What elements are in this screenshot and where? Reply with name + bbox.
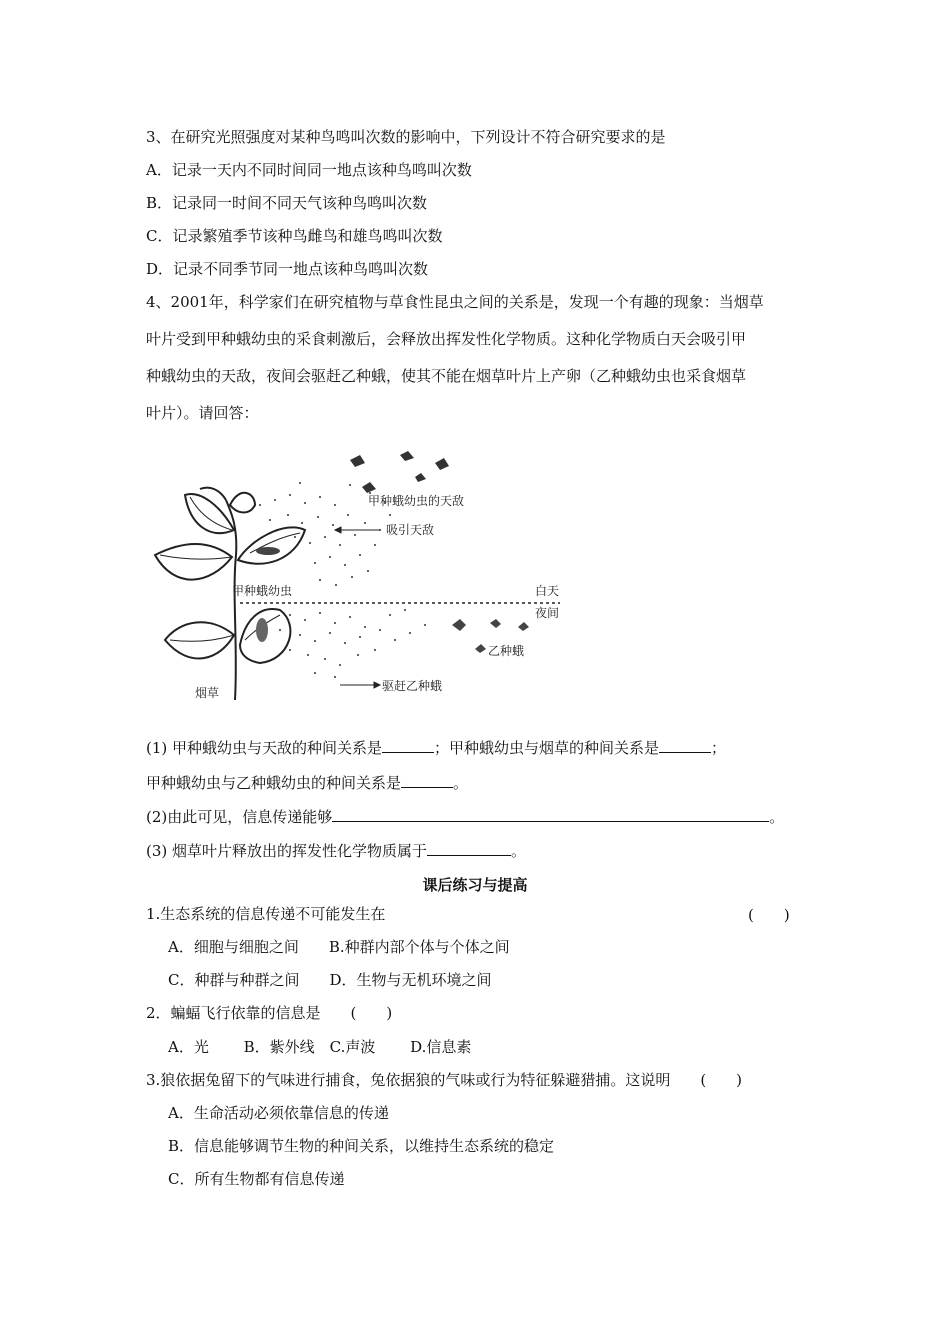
label-moth-b: 乙种蛾: [488, 644, 525, 658]
q4-sub1-e: 。: [453, 774, 469, 792]
label-repel: 驱赶乙种蛾: [382, 679, 443, 693]
q4-sub1-b: ；甲种蛾幼虫与烟草的种间关系是: [434, 739, 660, 757]
blank-1[interactable]: [382, 737, 434, 753]
larva-lower: [256, 618, 268, 642]
label-tobacco: 烟草: [195, 686, 220, 700]
q4-line-3: 种蛾幼虫的天敌，夜间会驱赶乙种蛾，使其不能在烟草叶片上产卵（乙种蛾幼虫也采食烟草: [146, 367, 747, 385]
q4-sub2-a: (2)由此可见，信息传递能够: [146, 808, 333, 826]
label-attract: 吸引天敌: [386, 523, 435, 537]
label-night: 夜间: [535, 606, 560, 620]
ex3-option-b: B．信息能够调节生物的种间关系，以维持生态系统的稳定: [168, 1137, 555, 1155]
label-larva: 甲种蛾幼虫: [232, 584, 293, 598]
q4-sub3-b: 。: [511, 842, 527, 860]
ex1-options-row1: A．细胞与细胞之间 B.种群内部个体与个体之间: [168, 938, 510, 956]
q4-sub1-c: ；: [711, 739, 727, 757]
natural-enemies: [350, 451, 449, 493]
ex2-options-row1: A．光 B．紫外线 C.声波 D.信息素: [168, 1038, 472, 1056]
ex1-options-row2: C．种群与种群之间 D．生物与无机环境之间: [168, 971, 492, 989]
leaf-right-upper: [238, 527, 305, 563]
larva-upper: [256, 547, 280, 555]
label-enemy: 甲种蛾幼虫的天敌: [368, 494, 465, 508]
leaf-left-middle: [155, 544, 232, 580]
ex3-option-c: C．所有生物都有信息传递: [168, 1170, 345, 1188]
ex1-answer-paren: ( ): [748, 906, 790, 924]
ex2-stem: 2．蝙蝠飞行依靠的信息是 ( ): [146, 1004, 393, 1022]
q4-sub1-d: 甲种蛾幼虫与乙种蛾幼虫的种间关系是: [146, 774, 402, 792]
label-day: 白天: [535, 584, 560, 598]
q3-option-d: D．记录不同季节同一地点该种鸟鸣叫次数: [146, 260, 429, 278]
ex1-stem: 1.生态系统的信息传递不可能发生在: [146, 905, 386, 923]
q3-option-c: C．记录繁殖季节该种鸟雌鸟和雄鸟鸣叫次数: [146, 227, 443, 245]
ex3-option-a: A．生命活动必须依靠信息的传递: [168, 1104, 389, 1122]
q4-line-1: 4、2001年，科学家们在研究植物与草食性昆虫之间的关系是，发现一个有趣的现象：当烟草: [146, 293, 764, 311]
q4-sub2: [146, 806, 784, 827]
blank-5[interactable]: [427, 840, 511, 856]
q4-sub1-line2: [146, 772, 468, 793]
blank-3[interactable]: [401, 772, 453, 788]
section-title: 课后练习与提高: [422, 876, 528, 894]
q4-line-4: 叶片）。请回答：: [146, 404, 259, 422]
q3-stem: 3、在研究光照强度对某种鸟鸣叫次数的影响中，下列设计不符合研究要求的是: [146, 128, 666, 146]
q4-sub1-line1: [146, 737, 726, 758]
leaf-top-small: [230, 493, 255, 513]
blank-4[interactable]: [332, 806, 769, 822]
q3-option-b: B．记录同一时间不同天气该种鸟鸣叫次数: [146, 194, 428, 212]
q4-sub1-a: (1) 甲种蛾幼虫与天敌的种间关系是: [146, 739, 383, 757]
q4-sub3-a: (3) 烟草叶片释放出的挥发性化学物质属于: [146, 842, 428, 860]
blank-2[interactable]: [659, 737, 711, 753]
ex3-stem: 3.狼依据兔留下的气味进行捕食，兔依据狼的气味或行为特征躲避猎捕。这说明 ( ): [146, 1071, 743, 1089]
q3-option-a: A．记录一天内不同时间同一地点该种鸟鸣叫次数: [146, 161, 472, 179]
tobacco-figure: [140, 445, 600, 710]
q4-line-2: 叶片受到甲种蛾幼虫的采食刺激后，会释放出挥发性化学物质。这种化学物质白天会吸引甲: [146, 330, 747, 348]
q4-sub2-b: 。: [769, 808, 785, 826]
chemical-dots-night: [279, 609, 426, 678]
q4-sub3: [146, 840, 526, 861]
